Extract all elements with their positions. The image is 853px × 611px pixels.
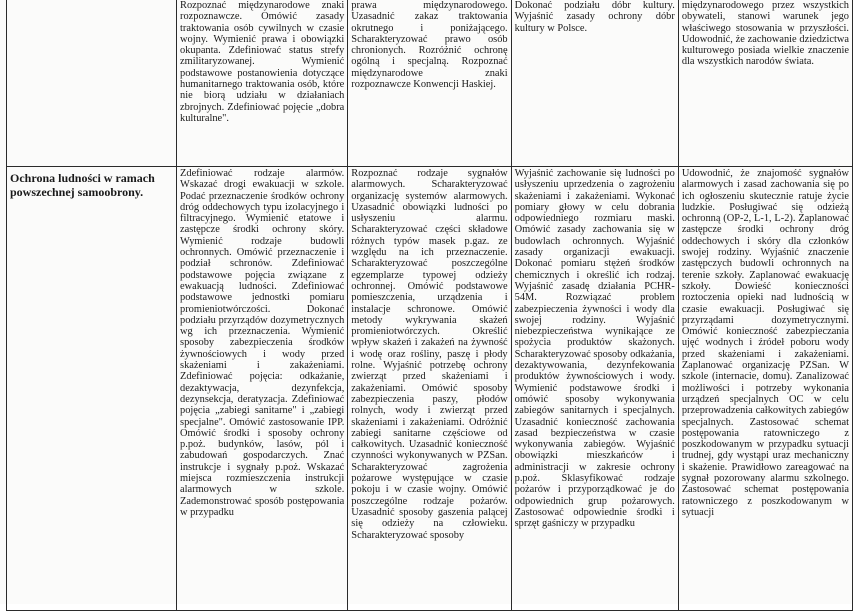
curriculum-table (6, 0, 853, 611)
requirement-cell (678, 167, 852, 611)
cell-text: Wyjaśnić zachowanie się ludności po usłyszeniu uprzedzenia o zagrożeniu skażeniami i zakażeniami. Wykonać pomiary głowy w celu dobrania odpowiedniego rozmiaru maski. Omówić zasady zachowania się w budowlach ochronnych. Wyjaśnić zasady organizacji ewakuacji. Dokonać pomiaru stężeń środków chemicznych i określić ich rodzaj. Wyjaśnić zasadę działania PCHR-54M. Rozwiązać problem zabezpieczenia żywności i wody dla swojej rodziny. Wyjaśnić niebezpieczeństwa wynikające ze spożycia produktów skażonych. Scharakteryzować sposoby odkażania, dezaktywowania, dezynfekowania produktów żywnościowych i wody. Wymienić podstawowe środki i omówić sposoby wykonywania zabiegów sanitarnych i specjalnych. Uzasadnić konieczność zachowania zasad bezpieczeństwa w czasie wykonywania zabiegów. Wyjaśnić obowiązki mieszkańców i administracji w zakresie ochrony p.poż. Sklasyfikować rodzaje pożarów i przyporządkować je do odpowiednich grup pożarowych. Zastosować odpowiednie środki i sprzęt gaśniczy w przypadku (514, 168, 675, 530)
cell-text: międzynarodowego przez wszystkich obywateli, stanowi warunek jego właściwego stosowania w przyszłości. Udowodnić, że zachowanie dziedzictwa kulturowego posiada wielkie znaczenie dla wszystkich narodów świata. (681, 0, 849, 68)
topic-cell: Ochrona ludności w ramach powszechnej samoobrony. (7, 167, 177, 611)
topic-cell (7, 0, 177, 167)
requirement-cell (511, 167, 678, 611)
requirement-cell (678, 0, 852, 167)
table-row (7, 167, 853, 611)
requirement-cell (177, 167, 348, 611)
cell-text: Zdefiniować rodzaje alarmów. Wskazać drogi ewakuacji w szkole. Podać przeznaczenie środków ochrony dróg oddechowych typu izolacyjnego i filtracyjnego. Wymienić etatowe i zastępcze środki ochrony skóry. Wymienić rodzaje budowli ochronnych. Omówić przeznaczenie i podział schronów. Zdefiniować podstawowe pojęcia związane z ewakuacją ludności. Zdefiniować podstawowe jednostki pomiaru promieniotwórczości. Dokonać podziału przyrządów dozymetrycznych wg ich przeznaczenia. Wymienić sposoby zabezpieczenia środków żywnościowych i wody przed skażeniami i zakażeniami. Zdefiniować pojęcia: odkażanie, dezaktywacja, dezynfekcja, dezynsekcja, deratyzacja. Zdefiniować pojęcia „zabiegi sanitarne" i „zabiegi specjalne". Omówić zastosowanie IPP. Omówić środki i sposoby ochrony p.poż. budynków, lasów, pól i zabudowań gospodarczych. Znać instrukcje i sygnały p.poż. Wskazać miejsca rozmieszczenia instrukcji alarmowych w szkole. Zademonstrować sposób postępowania w przypadku (180, 168, 345, 518)
requirement-cell (348, 0, 511, 167)
table-row (7, 0, 853, 167)
requirement-cell (177, 0, 348, 167)
cell-text: Udowodnić, że znajomość sygnałów alarmowych i zasad zachowania się po ich ogłoszeniu skutecznie ratuje życie ludzkie. Posługiwać się odzieżą ochronną (OP-2, L-1, L-2). Zaplanować zastępcze środki ochrony dróg oddechowych i skóry dla członków swojej rodziny. Wyjaśnić znaczenie zastępczych budowli ochronnych na terenie szkoły. Zaplanować ewakuację szkoły. Dowieść konieczności roztoczenia opieki nad ludnością w czasie ewakuacji. Posługiwać się przyrządami dozymetrycznymi. Omówić konieczność zabezpieczania ujęć wodnych i źródeł poboru wody przed skażeniami i zakażeniami. Zaplanować organizację PZSan. W szkole (internacie, domu). Zanalizować możliwości i potrzeby wykonania urządzeń specjalnych OC w celu przeprowadzenia całkowitych zabiegów specjalnych. Zastosować schemat postępowania ratowniczego z poszkodowanym w przypadku sytuacji trudnej, gdy wystąpi uraz mechaniczny i skażenie. Prawidłowo zareagować na sygnał pozorowany alarmu szkolnego. Zastosować schemat postępowania ratowniczego z poszkodowanym w sytuacji (681, 168, 849, 518)
cell-text: Dokonać podziału dóbr kultury. Wyjaśnić zasady ochrony dóbr kultury w Polsce. (514, 0, 675, 34)
requirement-cell (511, 0, 678, 167)
cell-text: Rozpoznać międzynarodowe znaki rozpoznawcze. Omówić zasady traktowania osób cywilnych w czasie wojny. Wymienić prawa i obowiązki okupanta. Zdefiniować status strefy zmilitaryzowanej. Wymienić podstawowe postanowienia dotyczące humanitarnego traktowania osób, które nie biorą udziału w działaniach zbrojnych. Zdefiniować pojęcie „dobra kulturalne". (180, 0, 345, 124)
cell-text: prawa międzynarodowego. Uzasadnić zakaz traktowania okrutnego i poniżającego. Scharakteryzować prawo osób chronionych. Rozróżnić ochronę ogólną i specjalną. Rozpoznać międzynarodowe znaki rozpoznawcze Konwencji Haskiej. (351, 0, 508, 91)
requirement-cell (348, 167, 511, 611)
cell-text: Rozpoznać rodzaje sygnałów alarmowych. Scharakteryzować organizację systemów alarmowych. Uzasadnić obowiązki ludności po usłyszeniu alarmu. Scharakteryzować części składowe różnych typów masek p.gaz. ze względu na ich przeznaczenie. Scharakteryzować poszczególne egzemplarze typowej odzieży ochronnej. Omówić podstawowe pomieszczenia, urządzenia i instalacje schronowe. Omówić metody wykrywania skażeń promieniotwórczych. Określić wpływ skażeń i zakażeń na żywność i wodę oraz rośliny, paszę i płody rolne. Wyjaśnić potrzebę ochrony zwierząt przed skażeniami i zakażeniami. Omówić sposoby zabezpieczenia paszy, płodów rolnych, wody i zwierząt przed skażeniami i zakażeniami. Odróżnić zabiegi sanitarne częściowe od całkowitych. Uzasadnić konieczność czynności wykonywanych w PZSan. Scharakteryzować zagrożenia pożarowe występujące w czasie pokoju i w czasie wojny. Omówić poszczególne rodzaje pożarów. Uzasadnić sposoby gaszenia palącej się odzieży na człowieku. Scharakteryzować sposoby (351, 168, 508, 541)
